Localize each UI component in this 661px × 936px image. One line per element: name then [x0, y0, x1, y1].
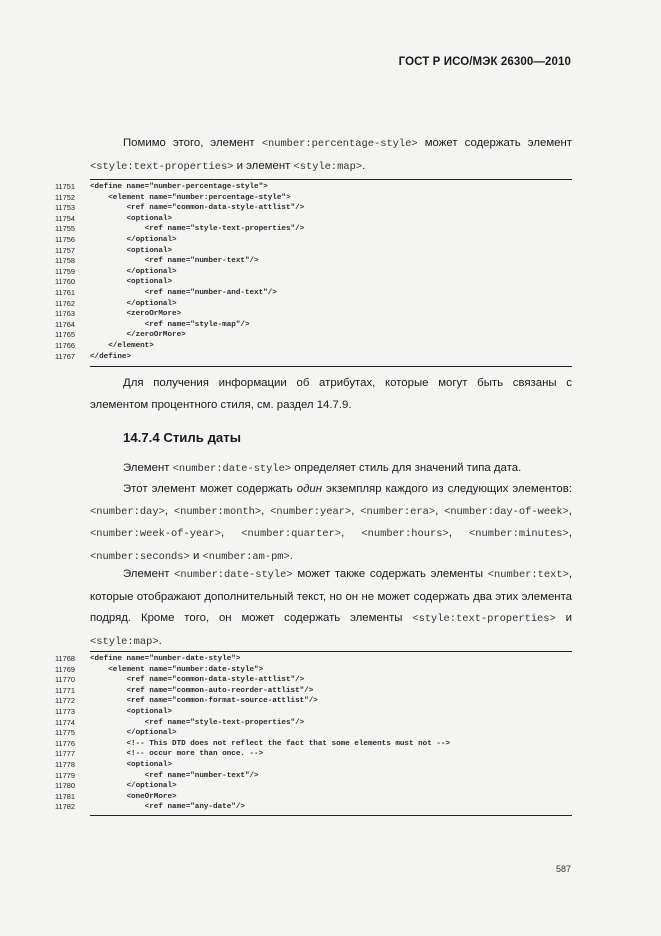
code-text: <!-- This DTD does not reflect the fact that some elements must not -->: [90, 739, 451, 748]
text-span: .: [362, 159, 366, 172]
code-span: <number:day-of-week>: [444, 505, 569, 518]
code-text: <define name="number-date-style">: [90, 655, 241, 663]
line-number: 11761: [54, 287, 75, 297]
code-block-bottom-rule: [90, 366, 572, 367]
code-line: [47, 203, 572, 214]
separator: ,: [164, 504, 174, 517]
code-text: <!-- occur more than once. -->: [90, 750, 264, 759]
line-number: 11755: [54, 224, 75, 234]
code-span: <number:am-pm>: [202, 550, 290, 563]
page-number: 587: [555, 864, 571, 874]
code-line: [47, 352, 572, 363]
separator: ,: [261, 504, 271, 517]
paragraph-date-style-text: [90, 564, 572, 653]
code-span: <number:date-style>: [172, 463, 292, 475]
line-number: 11763: [54, 309, 75, 319]
code-span: <number:seconds>: [90, 550, 190, 563]
code-line: [47, 760, 572, 771]
code-line: [47, 696, 572, 707]
line-number: 11770: [54, 675, 75, 685]
line-number: 11777: [54, 749, 75, 759]
code-block-percentage-style: [47, 182, 572, 362]
code-text: <optional>: [90, 278, 173, 287]
code-line: [47, 739, 572, 750]
code-text: <ref name="style-text-properties"/>: [90, 225, 305, 234]
code-text: </element>: [90, 341, 154, 350]
text-span: .: [158, 634, 162, 647]
text-span: , которые отображают дополнительный текст, но он не может содержать два этих элемента подряд. Кроме того, он может содержать элементы: [90, 568, 572, 624]
separator: ,: [568, 504, 572, 517]
code-line: [47, 707, 572, 718]
code-line: [47, 330, 572, 341]
code-text: <ref name="common-format-source-attlist"/>: [90, 697, 318, 706]
text-span: и элемент: [233, 159, 294, 172]
document-header: ГОСТ Р ИСО/МЭК 26300—2010: [398, 56, 571, 68]
code-line: [47, 771, 572, 782]
line-number: 11756: [54, 234, 75, 244]
text-span: определяет стиль для значений типа дата.: [291, 462, 522, 474]
line-number: 11758: [54, 256, 75, 266]
code-text: <ref name="number-and-text"/>: [90, 288, 277, 297]
paragraph-date-style-intro: [90, 458, 572, 481]
code-text: <optional>: [90, 760, 173, 769]
code-text: </optional>: [90, 782, 177, 791]
code-line: [47, 214, 572, 225]
line-number: 11757: [54, 245, 75, 255]
line-number: 11751: [54, 182, 75, 191]
code-span: <number:date-style>: [174, 569, 293, 581]
code-span: <number:week-of-year>: [90, 528, 221, 540]
code-line: [47, 728, 572, 739]
line-number: 11759: [54, 266, 75, 276]
line-number: 11774: [54, 717, 75, 727]
code-span: <number:quarter>: [241, 528, 342, 540]
code-span: <style:text-properties>: [90, 160, 234, 173]
text-span: экземпляр каждого из следующих элементов:: [322, 483, 572, 495]
code-line: [47, 299, 572, 310]
text-span: и: [555, 612, 572, 624]
code-line: [47, 267, 572, 278]
separator: и: [189, 549, 203, 562]
line-number: 11771: [54, 685, 75, 695]
code-text: <optional>: [90, 246, 173, 255]
code-text: </optional>: [90, 235, 177, 244]
code-line: [47, 193, 572, 204]
code-text: <ref name="any-date"/>: [90, 803, 245, 812]
code-line: [47, 675, 572, 686]
code-text: <ref name="number-text"/>: [90, 257, 259, 266]
code-line: [47, 256, 572, 267]
text-span: может также содержать элементы: [292, 568, 488, 580]
code-line: [47, 224, 572, 235]
code-span: <number:day>: [90, 505, 165, 518]
code-text: <ref name="common-data-style-attlist"/>: [90, 676, 305, 685]
code-span: <style:map>: [293, 160, 363, 173]
line-number: 11780: [54, 781, 75, 791]
code-text: <ref name="number-text"/>: [90, 771, 259, 780]
line-number: 11775: [54, 728, 75, 738]
code-text: <zeroOrMore>: [90, 310, 182, 319]
code-text: </optional>: [90, 267, 177, 276]
text-span: может содержать элемент: [417, 137, 572, 149]
paragraph-date-style-children: [90, 479, 572, 568]
code-text: <ref name="style-map"/>: [90, 320, 250, 329]
line-number: 11779: [54, 770, 75, 780]
line-number: 11766: [54, 340, 75, 350]
code-span: <number:minutes>: [469, 528, 569, 540]
code-line: [47, 235, 572, 246]
code-text: <element name="number:percentage-style">: [90, 193, 291, 202]
separator: ,: [220, 527, 242, 539]
code-line: [47, 749, 572, 760]
line-number: 11767: [54, 351, 75, 361]
code-text: <element name="number:date-style">: [90, 665, 264, 674]
code-line: [47, 792, 572, 803]
emphasis-span: один: [296, 483, 323, 495]
code-line: [47, 781, 572, 792]
code-text: </optional>: [90, 299, 177, 308]
code-text: <oneOrMore>: [90, 792, 177, 801]
text-span: Помимо этого, элемент: [123, 137, 262, 149]
line-number: 11768: [54, 654, 75, 663]
line-number: 11782: [54, 802, 75, 812]
line-number: 11769: [54, 664, 75, 674]
line-number: 11764: [54, 319, 75, 329]
line-number: 11760: [54, 277, 75, 287]
code-text: </optional>: [90, 729, 177, 738]
code-text: <optional>: [90, 214, 173, 223]
section-title: 14.7.4 Стиль даты: [123, 430, 241, 445]
code-line: [47, 320, 572, 331]
line-number: 11781: [54, 791, 75, 801]
line-number: 11772: [54, 696, 75, 706]
line-number: 11754: [54, 213, 75, 223]
separator: ,: [341, 527, 362, 539]
code-line: [47, 654, 572, 665]
code-span: <number:hours>: [361, 528, 449, 540]
line-number: 11776: [54, 738, 75, 748]
text-span: Элемент: [123, 568, 175, 580]
code-block-bottom-rule: [90, 815, 572, 816]
code-text: <optional>: [90, 707, 173, 716]
code-text: <ref name="style-text-properties"/>: [90, 718, 305, 727]
code-span: <number:era>: [360, 505, 436, 518]
code-text: <ref name="common-data-style-attlist"/>: [90, 204, 305, 213]
code-text: <ref name="common-auto-reorder-attlist"/>: [90, 686, 314, 695]
separator: ,: [448, 527, 470, 539]
separator: ,: [351, 504, 361, 517]
text-span: Этот элемент может содержать: [123, 483, 297, 495]
paragraph-percentage-style: [90, 133, 572, 178]
code-line: [47, 288, 572, 299]
code-line: [47, 802, 572, 813]
code-line: [47, 665, 572, 676]
text-span: Элемент: [123, 462, 173, 474]
code-line: [47, 341, 572, 352]
separator: ,: [435, 504, 445, 517]
code-text: </zeroOrMore>: [90, 331, 186, 340]
line-number: 11762: [54, 298, 75, 308]
code-span: <number:year>: [270, 505, 352, 518]
code-line: [47, 182, 572, 193]
code-line: [47, 277, 572, 288]
code-span: <number:text>: [487, 569, 569, 581]
separator: .: [289, 549, 293, 562]
code-line: [47, 718, 572, 729]
line-number: 11773: [54, 706, 75, 716]
line-number: 11753: [54, 203, 75, 213]
code-block-top-rule: [90, 179, 572, 180]
code-block-date-style: [47, 654, 572, 813]
code-line: [47, 686, 572, 697]
code-span: <number:percentage-style>: [261, 138, 418, 150]
line-number: 11765: [54, 330, 75, 340]
code-line: [47, 309, 572, 320]
separator: ,: [568, 527, 572, 539]
line-number: 11752: [54, 192, 75, 202]
paragraph-attribute-info: Для получения информации об атрибутах, которые могут быть связаны с элементом процентного стиля, см. раздел 14.7.9.: [90, 377, 572, 411]
code-span: <style:text-properties>: [412, 613, 556, 625]
code-span: <style:map>: [90, 635, 159, 648]
code-text: </define>: [90, 352, 132, 361]
line-number: 11778: [54, 759, 75, 769]
code-span: <number:month>: [173, 505, 262, 518]
code-line: [47, 246, 572, 257]
code-block-top-rule: [90, 651, 572, 652]
code-text: <define name="number-percentage-style">: [90, 183, 268, 191]
